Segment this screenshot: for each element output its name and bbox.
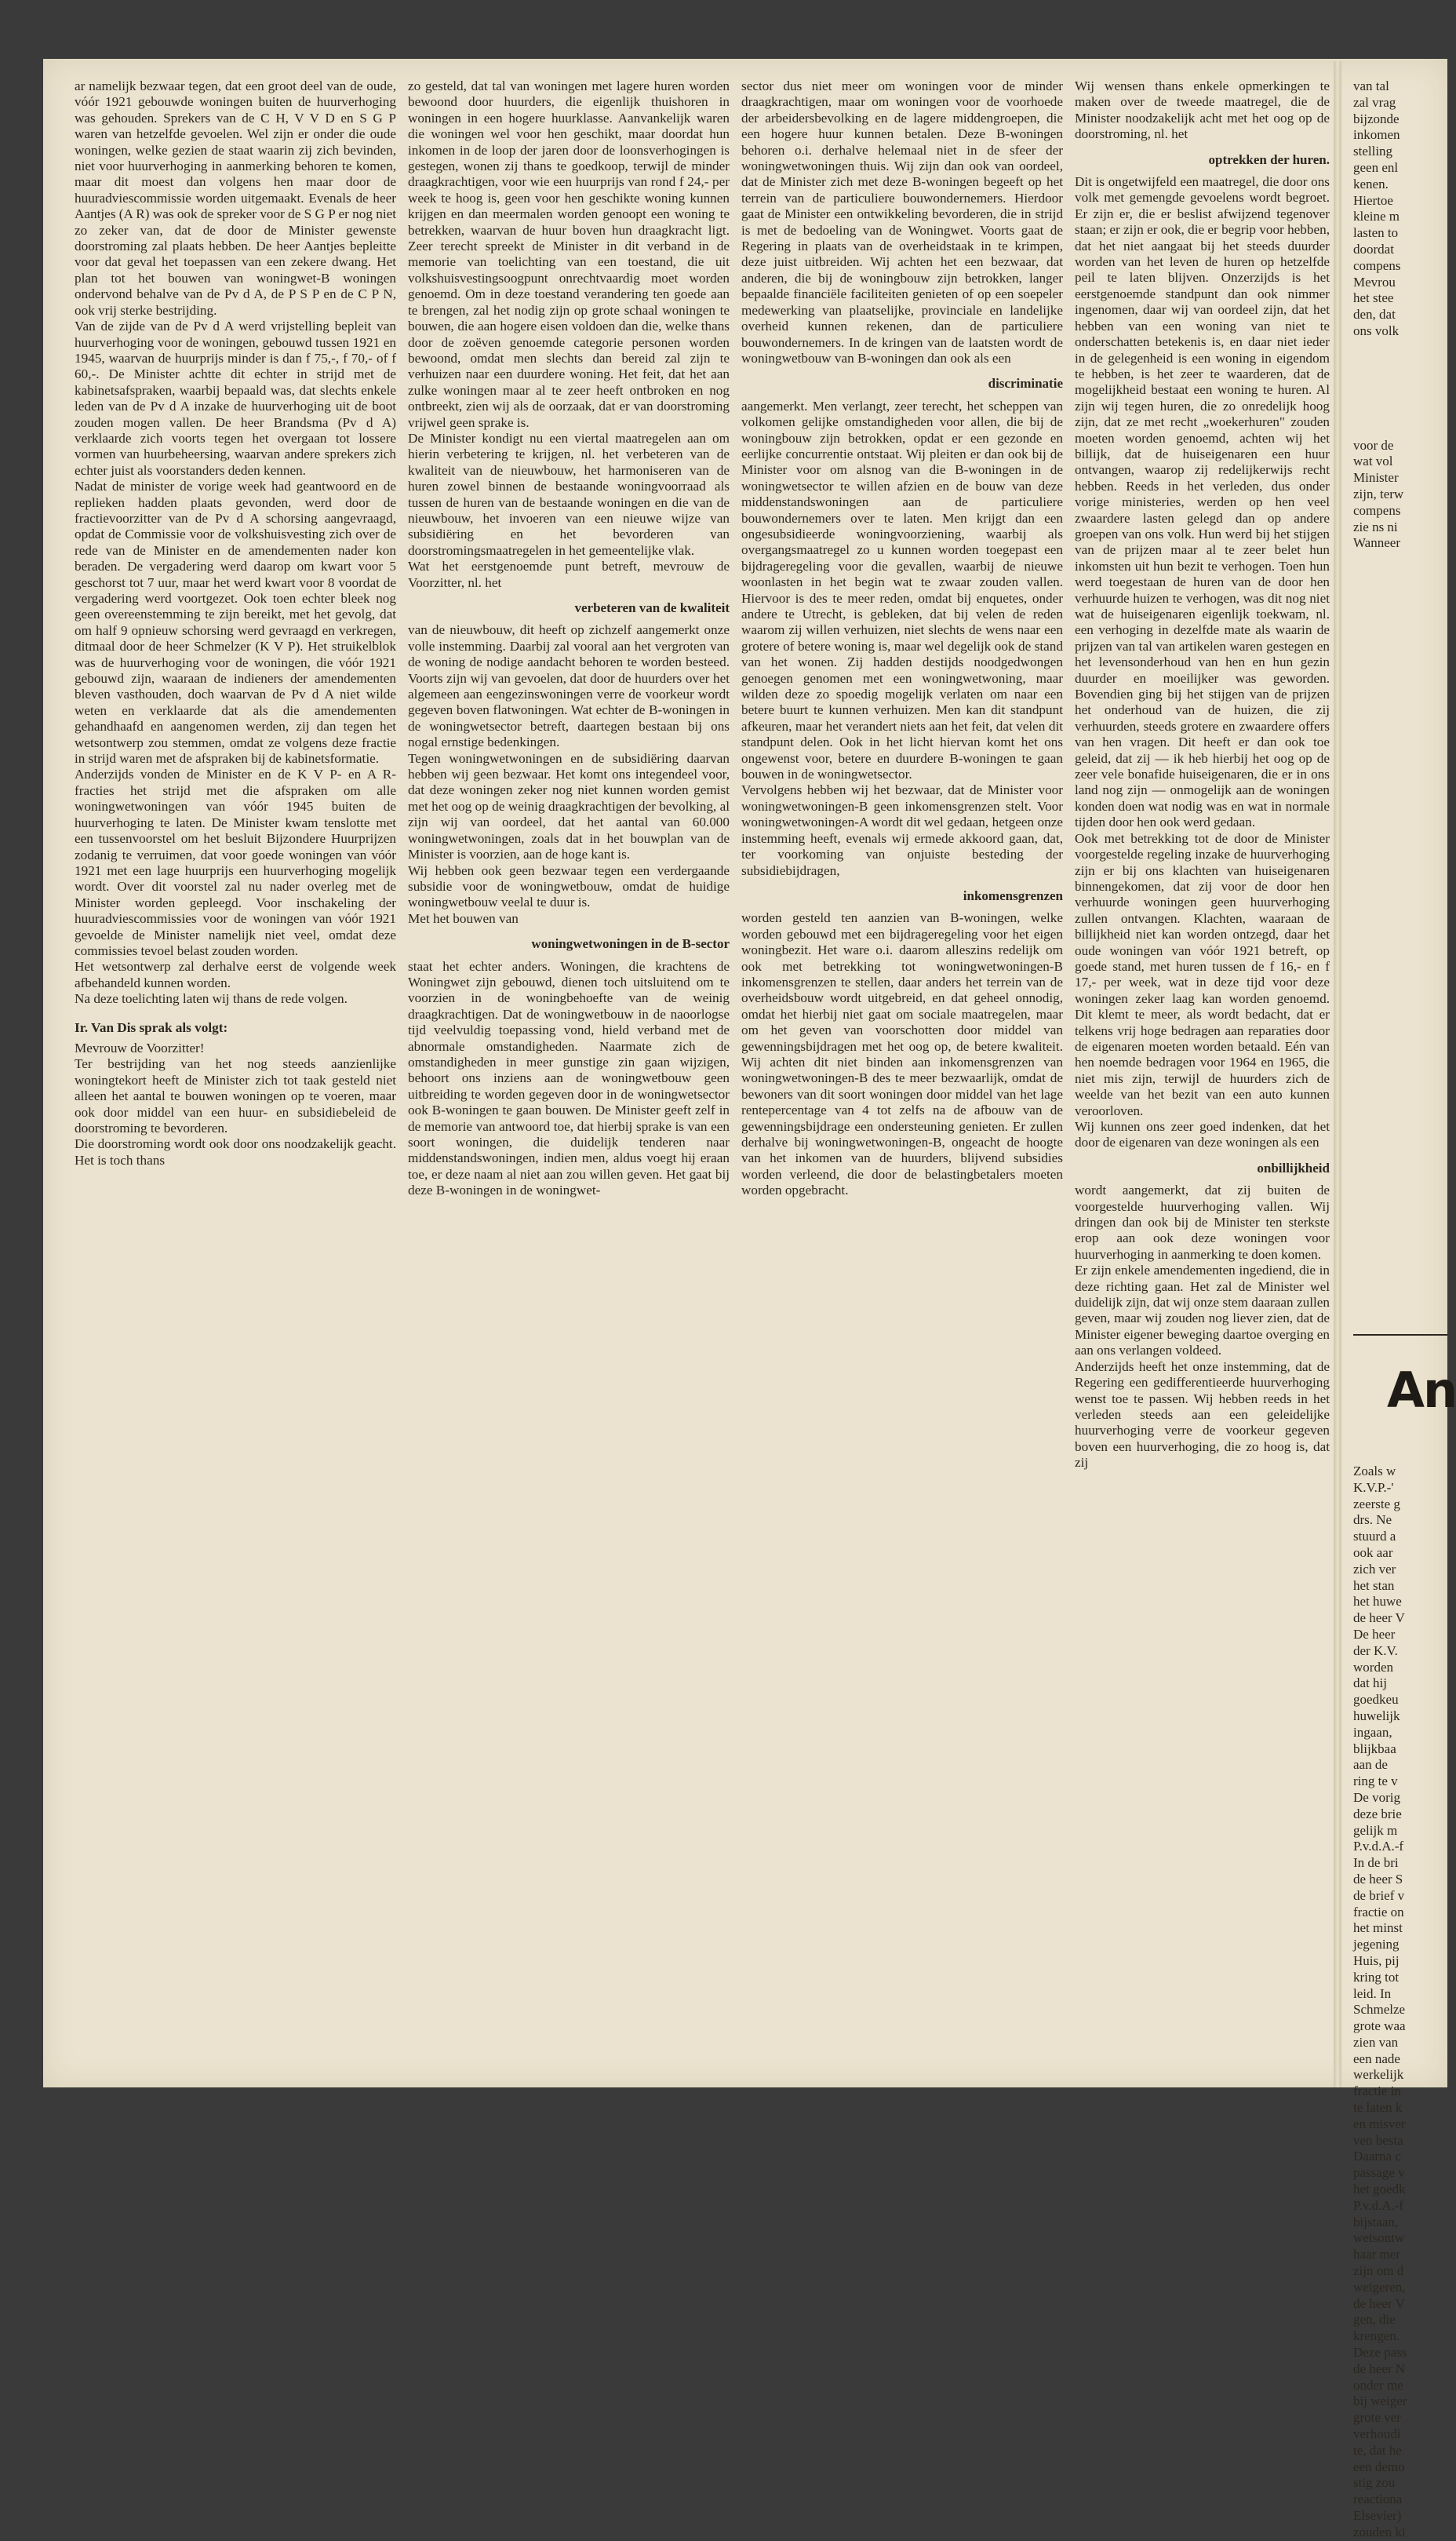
fragment-line: ons volk: [1353, 323, 1400, 338]
fragment-line: de heer V: [1353, 2295, 1405, 2311]
fragment-line: Elsevier): [1353, 2508, 1402, 2523]
fragment-line: Schmelze: [1353, 2002, 1406, 2018]
fragment-line: een nade: [1353, 2051, 1400, 2066]
paragraph: Tegen woningwetwoningen en de subsidiëring daarvan hebben wij geen bezwaar. Het komt ons integendeel voor, dat deze woningen zeker nog niet kunnen worden gemist met het oog op de weinig draagkrachtigen der bevolking, al zijn wij van oordeel, dat het aantal van 60.000 woningwetwoningen, zoals dat in het bouwplan van de Minister is voorzien, aan de hoge kant is.: [408, 750, 730, 862]
paragraph: Het wetsontwerp zal derhalve eerst de volgende week afbehandeld kunnen worden.: [75, 959, 396, 990]
fragment-line: [1353, 421, 1447, 438]
paragraph: staat het echter anders. Woningen, die krachtens de Woningwet zijn gebouwd, dienen toch uitsluitend om te voorzien in de woningbehoefte van de weinig draagkrachtigen. Dat de woningwetbouw in de naoorlogse tijd veelvuldig toepassing vond, hield verband met de abnormale omstandigheden. Naarmate zich de omstandigheden in meer gunstige zin gaan wijzigen, behoort ons inziens aan de woningwetbouw geen uitbreiding te worden gegeven door in de woningwetsector ook B-woningen te gaan bouwen. De Minister geeft zelf in de memorie van antwoord toe, dat hierbij sprake is van een soort woningen, die duidelijk tenderen naar middenstandswoningen, indien men, aldus voegt hij eraan toe, er deze naam al niet aan zou willen geven. Het gaat bij deze B-woningen in de woningwet-: [408, 958, 730, 1198]
fragment-line: zouden ki: [1353, 2524, 1406, 2539]
subheading: woningwetwoningen in de B-sector: [531, 936, 730, 952]
paragraph: Ter bestrijding van het nog steeds aanzienlijke woningtekort heeft de Minister zich tot taak gesteld niet alleen het aantal te bouwen woningen op te voeren, maar ook door middel van een huur- en subsidiebeleid de doorstroming te bevorderen.: [75, 1056, 396, 1136]
paragraph: Mevrouw de Voorzitter!: [75, 1040, 205, 1055]
article-column-1: [75, 78, 396, 1168]
subheading: verbeteren van de kwaliteit: [574, 600, 730, 615]
fragment-line: P.v.d.A.-f: [1353, 1839, 1404, 1854]
fragment-line: wat vol: [1353, 454, 1393, 469]
paragraph: van de nieuwbouw, dit heeft op zichzelf aangemerkt onze volle instemming. Daarbij zal vooral aan het vergroten van de woning de nodige aandacht behoren te worden besteed. Voorts zijn wij van gevoelen, dat door de huurders over het algemeen aan eengezinswoningen verre de voorkeur wordt gegeven boven flatwoningen. Wat echter de B-woningen in de woningwetsector betreft, daartegen bestaan bij ons nogal ernstige bedenkingen.: [408, 622, 730, 750]
fragment-line: compens: [1353, 257, 1401, 273]
fragment-line: stelling: [1353, 144, 1393, 159]
fragment-line: verhoudi: [1353, 2426, 1401, 2442]
paragraph: Die doorstroming wordt ook door ons noodzakelijk geacht. Het is toch thans: [75, 1136, 396, 1168]
fragment-line: Zoals w: [1353, 1464, 1396, 1478]
next-page-column-fragment-bottom: [1353, 1464, 1447, 2539]
cropped-headline: An: [1387, 1362, 1456, 1419]
fragment-line: De heer: [1353, 1626, 1396, 1642]
fragment-line: den, dat: [1353, 307, 1396, 323]
fragment-line: onder me: [1353, 2377, 1403, 2393]
fragment-line: passage v: [1353, 2165, 1405, 2181]
fragment-line: deze brie: [1353, 1806, 1402, 1821]
subheading: inkomensgrenzen: [963, 888, 1063, 903]
fragment-line: P.v.d.A.-f: [1353, 2197, 1404, 2213]
fragment-line: zien van: [1353, 2034, 1399, 2050]
fragment-line: bijzonde: [1353, 111, 1400, 126]
fragment-line: grote waa: [1353, 2018, 1406, 2034]
fragment-line: weigeren,: [1353, 2279, 1406, 2295]
fragment-line: der K.V.: [1353, 1642, 1398, 1658]
paragraph: Ook met betrekking tot de door de Minister voorgestelde regeling inzake de huurverhoging zijn er bij ons klachten van huiseigenaren binnengekomen, dat zij voor de door hen verhuurde woningen geen huurverhoging zullen ontvangen. Klachten, waaraan de billijkheid niet kan worden ontzegd, daar het oude woningen van vóór 1921 betreft, op goede stand, met huren tussen de f 16,- en f 17,- per week, wat in deze tijd voor deze woningen zeker laag kan worden genoemd. Dit klemt te meer, als wordt bedacht, dat er telkens vrij hoge bedragen aan reparaties door de eigenaren moeten worden betaald. Eén van hen noemde bedragen voor 1964 en 1965, die niet mis zijn, terwijl de huurders zich de weelde van het bezit van een auto kunnen veroorloven.: [1075, 830, 1330, 1118]
fragment-line: de heer V: [1353, 1610, 1405, 1626]
fragment-line: werkelijk: [1353, 2067, 1404, 2083]
fragment-line: de heer N: [1353, 2361, 1406, 2376]
fragment-line: krengen.: [1353, 2328, 1400, 2344]
paragraph: Anderzijds vonden de Minister en de K V P- en A R-fracties het strijd met die afspraken om alle woningwetwoningen van vóór 1945 buiten de huurverhoging te laten. De Minister kwam tenslotte met een tussenvoorstel om het besluit Bijzondere Huurprijzen zodanig te verruimen, dat voor goede woningen van vóór 1921 met een lage huurprijs een huurverhoging mogelijk wordt. Over dit voorstel zal nu nader overleg met de Minister worden gepleegd. Voor inschakeling der huuradviescommissies voor de woningen van vóór 1921 gevoelde de Minister namelijk niet veel, omdat deze commissies tevoel belast zouden worden.: [75, 767, 396, 958]
fragment-line: de brief v: [1353, 1887, 1405, 1903]
fragment-line: ven besta: [1353, 2132, 1403, 2148]
paragraph: Er zijn enkele amendementen ingediend, die in deze richting gaan. Het zal de Minister wel duidelijk zijn, dat wij onze stem daaraan zullen geven, maar wij zouden nog liever zien, dat de Minister eigener beweging daartoe overging en aan ons verlangen voldeed.: [1075, 1263, 1330, 1358]
fragment-line: wetsontw: [1353, 2230, 1405, 2246]
fragment-line: van tal: [1353, 78, 1389, 93]
fragment-line: te, dat he: [1353, 2442, 1402, 2458]
fragment-line: ring te v: [1353, 1774, 1398, 1789]
fragment-line: inkomen: [1353, 127, 1400, 143]
fragment-line: [1353, 356, 1447, 373]
fragment-line: gen, die: [1353, 2312, 1396, 2328]
fragment-line: een demo: [1353, 2459, 1405, 2474]
fragment-line: fractie on: [1353, 1904, 1404, 1919]
fragment-line: zie ns ni: [1353, 519, 1398, 534]
fragment-line: en misver: [1353, 2116, 1406, 2131]
paragraph: wordt aangemerkt, dat zij buiten de voorgestelde huurverhoging vallen. Wij dringen dan ook bij de Minister ten sterkste erop aan ook deze woningen voor huurverhoging in aanmerking te doen komen.: [1075, 1183, 1330, 1262]
paragraph: Met het bouwen van: [408, 910, 519, 926]
fragment-line: het minst: [1353, 1920, 1403, 1936]
fragment-line: stuurd a: [1353, 1529, 1396, 1544]
fragment-line: stig zou: [1353, 2475, 1396, 2491]
fragment-line: compens: [1353, 502, 1401, 518]
fragment-line: zich ver: [1353, 1561, 1396, 1577]
paragraph: Na deze toelichting laten wij thans de rede volgen.: [75, 991, 348, 1007]
fragment-line: bij weiger: [1353, 2393, 1407, 2409]
paragraph: ar namelijk bezwaar tegen, dat een groot deel van de oude, vóór 1921 gebouwde woningen buiten de huurverhoging was gehouden. Sprekers van de C H, V V D en S G P waren van hetzelfde gevoelen. Wel zijn er onder die oude woningen, welke gezien de staat waarin zij zich bevinden, niet voor huurverhoging in aanmerking behoren te komen, maar dit moest dan volgens hen maar door de huuradviescommissie worden uitgemaakt. Evenals de heer Aantjes (A R) was ook de spreker voor de S G P er nog niet zo zeker van, dat de door de Minister gewenste doorstroming zal plaats hebben. De heer Aantjes bepleitte voor dat geval het toepassen van een zekere dwang. Het plan tot het bouwen van woningwet-B woningen ondervond behalve van de Pv d A, de P S P en de C P N, ook vrij sterke bestrijding.: [75, 78, 396, 318]
fragment-line: goedkeu: [1353, 1692, 1399, 1708]
fragment-line: drs. Ne: [1353, 1512, 1392, 1528]
fragment-line: doordat: [1353, 241, 1394, 257]
fragment-line: grote ver: [1353, 2410, 1401, 2426]
fragment-line: het stan: [1353, 1577, 1395, 1593]
fragment-line: de heer S: [1353, 1871, 1403, 1887]
column-rule: [1353, 1334, 1447, 1336]
fragment-line: kenen.: [1353, 176, 1389, 191]
paragraph: Van de zijde van de Pv d A werd vrijstelling bepleit van huurverhoging voor de woningen, gebouwd tussen 1921 en 1945, waarvan de huurprijs minder is dan f 75,-, f 70,- of f 60,-. De Minister achtte dit echter in strijd met de kabinetsafspraken, waarbij bepaald was, dat slechts enkele leden van de Pv d A inzake de huurverhoging uit de boot zouden mogen vallen. De heer Brandsma (Pv d A) verklaarde zich voorts tegen het overgaan tot lossere vormen van huurbeheersing, waarvan andere sprekers zich echter juist als voorstanders deden kennen.: [75, 319, 396, 478]
fragment-line: haar mer: [1353, 2247, 1400, 2262]
fragment-line: zijn, terw: [1353, 486, 1404, 501]
fragment-line: In de bri: [1353, 1855, 1399, 1871]
fragment-line: worden: [1353, 1659, 1393, 1675]
fragment-line: leid. In: [1353, 1985, 1392, 2001]
fragment-line: dat hij: [1353, 1675, 1387, 1691]
fragment-line: aan de: [1353, 1757, 1388, 1773]
fragment-line: reactiona: [1353, 2492, 1403, 2507]
page-fold: [1334, 61, 1341, 2087]
subheading: optrekken der huren.: [1208, 151, 1330, 167]
fragment-line: Daarna c: [1353, 2149, 1401, 2164]
fragment-line: Hiertoe: [1353, 192, 1393, 208]
fragment-line: voor de: [1353, 437, 1394, 453]
fragment-line: het stee: [1353, 290, 1394, 306]
fragment-line: fractie in: [1353, 2083, 1401, 2099]
paragraph: zo gesteld, dat tal van woningen met lagere huren worden bewoond door huurders, die eigenlijk thuishoren in woningen in een hogere huurklasse. Aanvankelijk waren die woningen wel voor hen geschikt, maar doordat hun inkomen in de loop der jaren door de loonsverhogingen is gestegen, wonen zij thans te goedkoop, terwijl de minder draagkrachtigen, voor wie een huurprijs van rond f 24,- per week te hoog is, geen voor hen geschikte woning kunnen krijgen en dan meermalen worden genoopt een woning te betrekken, waarvan de huur boven hun draagkracht ligt. Zeer terecht spreekt de Minister in dit verband in de memorie van toelichting van een toestand, die uit volkshuisvestingsoogpunt onrechtvaardig moet worden genoemd. Om in deze toestand verandering ten goede aan te brengen, zal het nodig zijn op grote schaal woningen te bouwen, die aan hogere eisen voldoen dan die, welke thans door de zoëven genoemde categorie personen worden bewoond, omdat men slechts dan bereid zal zijn te verhuizen naar een duurdere woning. Het feit, dat het aan zulke woningen maar al te zeer heeft ontbroken en nog ontbreekt, zien wij als de oorzaak, dat er van doorstroming vrijwel geen sprake is.: [408, 78, 730, 430]
fragment-line: K.V.P.-': [1353, 1479, 1394, 1495]
paragraph: Wij kunnen ons zeer goed indenken, dat het door de eigenaren van deze woningen als een: [1075, 1119, 1330, 1150]
fragment-line: lasten to: [1353, 225, 1399, 241]
fragment-line: zeerste g: [1353, 1496, 1400, 1511]
paragraph: Nadat de minister de vorige week had geantwoord en de replieken hadden plaats gevonden, werd door de fractievoorzitter van de Pv d A schorsing aangevraagd, opdat de Commissie voor de volkshuisvesting zich over de rede van de Minister en de amendementen nader kon beraden. De vergadering werd daarop om kwart voor 5 geschorst tot 7 uur, maar het werd kwart voor 8 voordat de vergadering werd voortgezet. Ook toen echter bleek nog geen overeenstemming te zijn bereikt, met het gevolg, dat om half 9 opnieuw schorsing werd gevraagd en verkregen, ditmaal door de heer Schmelzer (K V P). Het struikelblok was de huurverhoging voor de woningen, die vóór 1921 gebouwd zijn, waaraan de indieners der amendementen bleven vasthouden, doch waarvan de Pv d A niet wilde weten en verklaarde dat als die amendementen gehandhaafd en aangenomen werden, zij dan tegen het wetsontwerp zou stemmen, omdat ze volgens deze fractie in strijd waren met de afspraken bij de kabinetsformatie.: [75, 479, 396, 767]
fragment-line: het huwe: [1353, 1594, 1402, 1610]
article-column-4: [1075, 78, 1330, 1471]
fragment-line: het goedk: [1353, 2182, 1406, 2197]
fragment-line: blijkbaa: [1353, 1741, 1396, 1756]
fragment-line: De vorig: [1353, 1789, 1400, 1805]
fragment-line: [1353, 340, 1447, 356]
paragraph: aangemerkt. Men verlangt, zeer terecht, het scheppen van volkomen gelijke omstandigheden voor allen, die bij de woningbouw zijn betrokken, opdat er een gezonde en eerlijke concurrentie ontstaat. Wij pleiten er dan ook bij de Minister voor om alsnog van die B-woningen in de woningwetsector te willen afzien en de bouw van deze middenstandswoningen aan de particuliere bouwondernemers over te laten. Men krijgt dan een ongesubsidieerde woningvoorziening, waarbij als overgangsmaatregel zo u kunnen worden toegepast een bijdrageregeling voor die gevallen, waarbij de nieuwe woonlasten in het begin wat te zwaar zouden vallen. Hiervoor is des te meer reden, omdat bij enquetes, onder andere te Utrecht, is gebleken, dat bij velen de reden waarom zij willen verhuizen, niet slechts de wens naar een grotere of betere woning is, maar wel degelijk ook de stand van het wonen. Zij hadden destijds noodgedwongen genoegen genomen met een woningwetwoning, maar wilden deze zo spoedig mogelijk verlaten om naar een betere buurt te kunnen verhuizen. Men kan dit standpunt afkeuren, maar het verandert niets aan het feit, dat velen dit standpunt delen. Ook in het licht hiervan komt het ons ongewenst voor, betere en duurdere B-woningen te gaan bouwen in de woningwetsector.: [741, 398, 1063, 782]
fragment-line: Wanneer: [1353, 535, 1400, 551]
fragment-line: gelijk m: [1353, 1822, 1398, 1838]
fragment-line: ook aar: [1353, 1544, 1393, 1560]
fragment-line: Minister: [1353, 470, 1399, 486]
fragment-line: zal vrag: [1353, 94, 1396, 110]
paragraph: sector dus niet meer om woningen voor de minder draagkrachtigen, maar om woningen voor de voorhoede der arbeidersbevolking en de lagere middengroepen, die een hogere huur kunnen betalen. Deze B-woningen behoren o.i. derhalve helemaal niet in de sfeer der woningwetwoningen thuis. Wij zijn dan ook van oordeel, dat de Minister zich met deze B-woningen begeeft op het terrein van de particuliere bouwondernemers. Hierdoor gaat de Minister een ontwikkeling bevorderen, die in strijd is met de bedoeling van de Woningwet. Voorts gaat de Regering in plaats van de overheidstaak in te krimpen, deze juist uitbreiden. Wij achten het een bezwaar, dat anderen, die bij de woningbouw zijn betrokken, langer bepaalde financiële faciliteiten genieten of op een soepeler medewerking van plaatselijke, provinciale en landelijke overheid kunnen rekenen, dan de particuliere bouwondernemers. In de kringen van de laatsten wordt de woningwetbouw van B-woningen dan ook als een: [741, 78, 1063, 366]
subheading: discriminatie: [988, 376, 1063, 392]
paragraph: De Minister kondigt nu een viertal maatregelen aan om hierin verbetering te krijgen, nl. het verbeteren van de kwaliteit van de nieuwbouw, het harmoniseren van de huren zowel binnen de bestaande woningvoorraad als tussen de huren van de bestaande woningen en die van de nieuwbouw, het invoeren van een nieuwe wijze van subsidiëring en het bevorderen van doorstromingsmaatregelen in het gemeentelijke vlak.: [408, 430, 730, 558]
fragment-line: [1353, 388, 1447, 405]
fragment-line: kring tot: [1353, 1969, 1400, 1985]
fragment-line: kleine m: [1353, 209, 1400, 224]
paragraph: Wij wensen thans enkele opmerkingen te maken over de tweede maatregel, die de Minister noodzakelijk acht met het oog op de doorstroming, nl. het: [1075, 78, 1330, 142]
paragraph: Wat het eerstgenoemde punt betreft, mevrouw de Voorzitter, nl. het: [408, 559, 730, 590]
subheading: onbillijkheid: [1257, 1160, 1330, 1176]
paragraph: Anderzijds heeft het onze instemming, dat de Regering een gedifferentieerde huurverhoging wenst toe te passen. Wij hebben reeds in het verleden steeds aan een geleidelijke huurverhoging verre de voorkeur gegeven boven een huurverhoging, die zo hoog is, dat zij: [1075, 1358, 1330, 1471]
fragment-line: bijstaan,: [1353, 2214, 1399, 2229]
fragment-line: Huis, pij: [1353, 1952, 1400, 1968]
article-column-3: [741, 78, 1063, 1199]
article-column-2: [408, 78, 730, 1199]
fragment-line: [1353, 372, 1447, 388]
paragraph: Wij hebben ook geen bezwaar tegen een verdergaande subsidie voor de woningwetbouw, omdat de huidige woningwetbouw veelal te duur is.: [408, 862, 730, 910]
fragment-line: zijn om d: [1353, 2263, 1404, 2279]
fragment-line: [1353, 405, 1447, 421]
fragment-line: te laten k: [1353, 2100, 1403, 2116]
speaker-heading: Ir. Van Dis sprak als volgt:: [75, 1019, 228, 1035]
fragment-line: jegening: [1353, 1937, 1400, 1952]
paragraph: worden gesteld ten aanzien van B-woningen, welke worden gebouwd met een bijdrageregeling voor het eigen woningbezit. Het ware o.i. daarom alleszins redelijk om ook met betrekking tot woningwetwoningen-B inkomensgrenzen te stellen, daar anders het terrein van de overheidsbouw wordt uitgebreid, en dat geheel onnodig, omdat het hierbij niet gaat om sociale maatregelen, maar om het geven van voorschotten door middel van gewenningsbijdragen met het oog op, de betere kwaliteit. Wij achten dit niet binden aan inkomensgrenzen van woningwetwoningen-B des te meer bezwaarlijk, omdat de bewoners van dit soort woningen door middel van het lage rentepercentage van 4 tot zelfs na de afbouw van de gewenningsbijdrage een ondersteuning genieten. Er zullen derhalve bij woningwetwoningen-B, ongeacht de hoogte van het inkomen van de huurders, blijvend subsidies worden verleend, die door de belastingbetalers moeten worden opgebracht.: [741, 910, 1063, 1198]
fragment-line: huwelijk: [1353, 1708, 1400, 1723]
paragraph: Dit is ongetwijfeld een maatregel, die door ons volk met gemengde gevoelens wordt begroet. Er zijn er, die er beslist afwijzend tegenover staan; er zijn er ook, die er begrip voor hebben, dat het niet aangaat bij het steeds duurder worden van het leven de huren op hetzelfde peil te laten blijven. Onzerzijds is het eerstgenoemde standpunt dan ook nimmer ingenomen, daar wij van oordeel zijn, dat het hebben van een woning van niet te onderschatten betekenis is, en daar niet ieder in de gelegenheid is een woning in eigendom te hebben, is het zeer te waarderen, dat de mogelijkheid bestaat een woning te huren. Al zijn wij tegen huren, die zo onredelijk hoog zijn, dat ze met recht „woekerhuren" zouden moeten worden genoemd, achten wij het billijk, dat de huiseigenaren een huur ontvangen, waarop zij redelijkerwijs recht hebben. Reeds in het verleden, dus onder vorige ministeries, werden op hen veel zwaardere lasten gelegd dan op andere groepen van ons volk. Hun werd bij het stijgen van de prijzen maar al te zeer belet hun inkomsten uit hun bezit te verhogen. Toen hun werd toegestaan de huren van de door hen verhuurde huizen te verhogen, was dit nog niet wat de huiseigenaren eigenlijk toekwam, nl. een verhoging in dezelfde mate als waarin de prijzen van tal van artikelen waren gestegen en het levensonderhoud van hen en hun gezin duurder en moeilijker was geworden. Bovendien ging bij het stijgen van de prijzen het onderhoud van de huizen, die zij verhuurden, steeds grotere en zwaardere offers van hen vragen. Dit heeft er dan ook toe geleid, dat zij — ik heb hierbij het oog op de zeer vele bonafide huiseigenaren, die er in ons land nog zijn — onmogelijk aan de woningen konden doen wat nodig was en wat in normale tijden door hen ook werd gedaan.: [1075, 174, 1330, 830]
next-page-column-fragment-top: [1353, 78, 1447, 1413]
fragment-line: ingaan,: [1353, 1724, 1392, 1740]
fragment-line: Mevrou: [1353, 274, 1396, 290]
paragraph: Vervolgens hebben wij het bezwaar, dat de Minister voor woningwetwoningen-B geen inkomensgrenzen stelt. Voor woningwetwoningen-A wordt dit wel gedaan, hetgeen onze instemming heeft, evenals wij ermede akkoord gaan, dat, ter voorkoming van onjuiste besteding der subsidiebijdragen,: [741, 782, 1063, 878]
fragment-line: geen enl: [1353, 159, 1399, 175]
fragment-line: Deze pass: [1353, 2345, 1407, 2361]
